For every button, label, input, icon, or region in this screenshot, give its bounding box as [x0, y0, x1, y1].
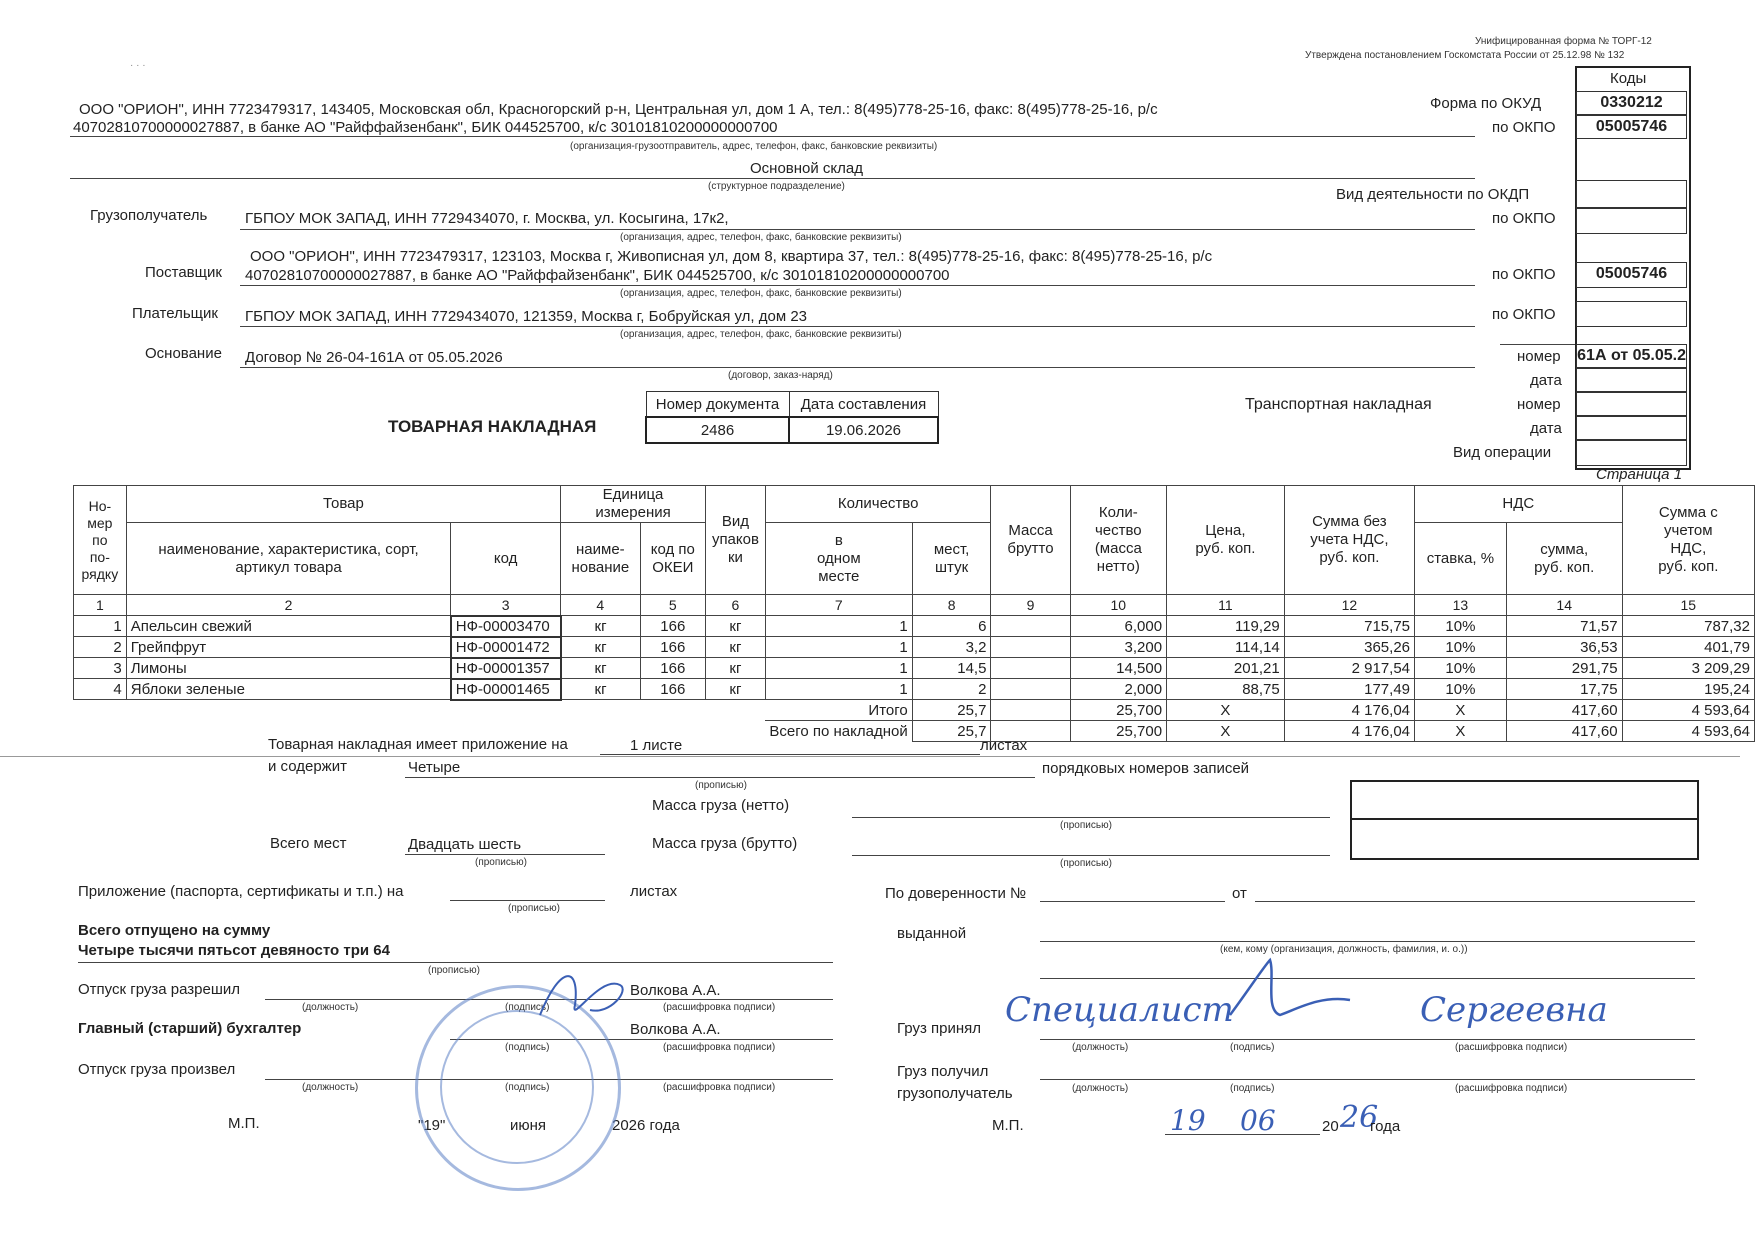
released-value: Четыре тысячи пятьсот девяносто три 64: [78, 942, 390, 959]
basis-date-code: [1576, 368, 1687, 392]
vsego-net: 25,700: [1070, 721, 1167, 742]
net-label: Масса груза (нетто): [652, 797, 790, 814]
payer-okpo-code: [1576, 301, 1687, 327]
proxy-underline: [1040, 901, 1225, 902]
th-inone: в одном месте: [765, 523, 912, 595]
column-number: 6: [706, 595, 766, 616]
vsego-places: 25,7: [912, 721, 991, 742]
column-number: 15: [1622, 595, 1754, 616]
form-name: Унифицированная форма № ТОРГ-12: [1475, 36, 1652, 47]
transport-number-code: [1576, 392, 1687, 416]
cell-places: 3,2: [912, 637, 991, 658]
division-underline: [70, 178, 1475, 179]
cell-one: 1: [765, 679, 912, 700]
cell-net: 3,200: [1070, 637, 1167, 658]
itogo-row: [74, 700, 1755, 721]
date-month: июня: [510, 1117, 547, 1134]
supplier-label: Поставщик: [145, 264, 222, 281]
allowed-decode-cap: (расшифровка подписи): [663, 1002, 776, 1013]
received-signature: [1225, 955, 1355, 1030]
itogo-sum: 4 176,04: [1284, 700, 1414, 721]
th-code: код: [451, 523, 561, 595]
signature-stroke: [540, 976, 623, 1015]
gross-label: Масса груза (брутто): [652, 835, 798, 852]
th-places: мест, штук: [912, 523, 991, 595]
cell-name: Апельсин свежий: [126, 616, 451, 637]
payer-caption: (организация, адрес, телефон, факс, банковские реквизиты): [620, 329, 902, 340]
shipper-line1: ООО "ОРИОН", ИНН 7723479317, 143405, Московская обл, Красногорский р-н, Центральная ул, дом 1 А, тел.: 8(495)778-25-16, факс: 8(495)778-25-16, р/с: [79, 101, 1158, 118]
consignee-underline: [240, 229, 1475, 230]
doc-title: ТОВАРНАЯ НАКЛАДНАЯ: [388, 417, 597, 436]
received-position-cap: (должность): [1072, 1042, 1129, 1053]
cell-unit: кг: [561, 616, 641, 637]
contains-caption: (прописью): [695, 780, 747, 791]
operation-code: [1576, 440, 1687, 466]
payer-underline: [240, 326, 1475, 327]
vsego-label-text: Всего по накладной: [769, 722, 908, 740]
cell-okei: 166: [640, 679, 705, 700]
th-pack: Вид упаков ки: [706, 486, 766, 595]
released-caption: (прописью): [428, 965, 480, 976]
vsego-rate: X: [1415, 721, 1507, 742]
th-name: наименование, характеристика, сорт, артикул товара: [126, 523, 451, 595]
okpo-code: 05005746: [1576, 115, 1687, 139]
page-number: Страница 1: [1596, 466, 1683, 483]
th-uname: наиме- нование: [561, 523, 641, 595]
app-underline: [600, 754, 980, 755]
gross-caption: (прописью): [1060, 858, 1112, 869]
vsego-price: X: [1167, 721, 1285, 742]
cell-price: 114,14: [1167, 637, 1285, 658]
cell-n: 2: [74, 637, 127, 658]
cell-name: Грейпфрут: [126, 637, 451, 658]
cell-code: НФ-00003470: [451, 616, 561, 637]
cell-gross: [991, 679, 1070, 700]
cell-pack: кг: [706, 658, 766, 679]
date-day: "19": [418, 1117, 446, 1134]
mp-right: М.П.: [992, 1117, 1024, 1134]
basis-side-line: [1500, 344, 1575, 345]
cell-name: Яблоки зеленые: [126, 679, 451, 700]
supplier-underline: [240, 285, 1475, 286]
cell-code: НФ-00001357: [451, 658, 561, 679]
column-number: 13: [1415, 595, 1507, 616]
supplier-okpo-code: 05005746: [1576, 262, 1687, 288]
cell-one: 1: [765, 637, 912, 658]
cell-pack: кг: [706, 616, 766, 637]
doc-num-label: Номер документа: [646, 392, 789, 418]
cell-code: НФ-00001472: [451, 637, 561, 658]
app-value: 1 листе: [630, 737, 683, 754]
transport-date-code: [1576, 416, 1687, 440]
places-underline: [405, 854, 605, 855]
received-underline: [1040, 1039, 1695, 1040]
consignee-okpo-label: по ОКПО: [1492, 210, 1556, 227]
cell-okei: 166: [640, 637, 705, 658]
doc-num: 2486: [646, 417, 789, 443]
accountant-label: Главный (старший) бухгалтер: [78, 1020, 302, 1037]
th-no: Но- мер по по- рядку: [74, 486, 127, 595]
cell-total: 3 209,29: [1622, 658, 1754, 679]
cell-rate: 10%: [1415, 616, 1507, 637]
mass-box-divider: [1350, 818, 1697, 820]
places-value: Двадцать шесть: [408, 836, 522, 853]
cell-sum: 365,26: [1284, 637, 1414, 658]
cr-decode-cap: (расшифровка подписи): [1455, 1083, 1568, 1094]
column-number: 3: [451, 595, 561, 616]
cell-n: 1: [74, 616, 127, 637]
cell-net: 6,000: [1070, 616, 1167, 637]
column-number: 14: [1506, 595, 1622, 616]
signature-allowed: [530, 955, 640, 1035]
okud-label: Форма по ОКУД: [1430, 95, 1542, 112]
proxy-from-underline: [1255, 901, 1695, 902]
received-year-hand: 26: [1340, 1100, 1379, 1135]
column-number: 2: [126, 595, 451, 616]
basis-date-label: дата: [1530, 372, 1562, 389]
cell-code: НФ-00001465: [451, 679, 561, 700]
division-caption: (структурное подразделение): [708, 181, 845, 192]
column-number: 11: [1167, 595, 1285, 616]
basis-label: Основание: [145, 345, 222, 362]
cell-places: 2: [912, 679, 991, 700]
payer-label: Плательщик: [132, 305, 218, 322]
itogo-price: X: [1167, 700, 1285, 721]
issued-underline: [1040, 941, 1695, 942]
table-row: [74, 637, 1755, 658]
cell-total: 195,24: [1622, 679, 1754, 700]
supplier-line1: ООО "ОРИОН", ИНН 7723479317, 123103, Москва г, Живописная ул, дом 8, квартира 37, тел.: 8(495)778-25-16, факс: 8(495)778-25-16, р/с: [250, 248, 1213, 265]
allowed-signature-cap: (подпись): [505, 1002, 550, 1013]
th-unit: Единица измерения: [561, 486, 706, 523]
received-year-prefix: 20: [1322, 1118, 1339, 1135]
th-vat: НДС: [1415, 486, 1623, 523]
basis-number-code: 61А от 05.05.2: [1576, 344, 1687, 368]
places-label: Всего мест: [270, 835, 347, 852]
cell-vat: 36,53: [1506, 637, 1622, 658]
itogo-vat: 417,60: [1506, 700, 1622, 721]
gross-underline: [852, 855, 1330, 856]
cell-rate: 10%: [1415, 679, 1507, 700]
table-row: [74, 616, 1755, 637]
okpo-label: по ОКПО: [1492, 119, 1556, 136]
received-label: Груз принял: [897, 1020, 982, 1037]
cell-sum: 177,49: [1284, 679, 1414, 700]
itogo-label: Итого: [765, 700, 912, 721]
released-label: Всего отпущено на сумму: [78, 922, 271, 939]
th-okei: код по ОКЕИ: [640, 523, 705, 595]
supplier-line2: 40702810700000027887, в банке АО "Райффайзенбанк", БИК 044525700, к/с 30101810200000000700: [245, 267, 950, 284]
cell-pack: кг: [706, 679, 766, 700]
consignee-okpo-code: [1576, 208, 1687, 234]
cell-unit: кг: [561, 658, 641, 679]
produced-signature-cap: (подпись): [505, 1082, 550, 1093]
cell-pack: кг: [706, 637, 766, 658]
contains-value: Четыре: [408, 759, 461, 776]
th-sum: Сумма без учета НДС, руб. коп.: [1284, 486, 1414, 595]
produced-position-cap: (должность): [302, 1082, 359, 1093]
division-value: Основной склад: [750, 160, 864, 177]
okdp-code: [1576, 180, 1687, 208]
app-label: Товарная накладная имеет приложение на: [268, 736, 568, 753]
th-rate: ставка, %: [1415, 523, 1507, 595]
transport-date-label: дата: [1530, 420, 1562, 437]
consignee-received-label2: грузополучатель: [897, 1085, 1013, 1102]
vsego-sum: 4 176,04: [1284, 721, 1414, 742]
itogo-rate: X: [1415, 700, 1507, 721]
tear-line: [0, 756, 1740, 757]
received-decode-cap: (расшифровка подписи): [1455, 1042, 1568, 1053]
shipper-underline: [70, 136, 1475, 137]
th-goods: Товар: [126, 486, 560, 523]
attach-underline: [450, 900, 605, 901]
cell-places: 6: [912, 616, 991, 637]
scan-marks: · · ·: [130, 60, 146, 71]
contains-underline: [405, 777, 1035, 778]
cell-sum: 2 917,54: [1284, 658, 1414, 679]
accountant-signature-cap: (подпись): [505, 1042, 550, 1053]
column-numbers-row: [74, 595, 1755, 616]
app-after: листах: [980, 737, 1028, 754]
column-number: 4: [561, 595, 641, 616]
received-signature-stroke: [1230, 960, 1350, 1015]
itogo-gross: [991, 700, 1070, 721]
cell-net: 14,500: [1070, 658, 1167, 679]
cr-signature-cap: (подпись): [1230, 1083, 1275, 1094]
issued-caption: (кем, кому (организация, должность, фамилия, и. о.)): [1220, 944, 1468, 955]
transport-nomer-label: номер: [1517, 396, 1561, 413]
mp-left: М.П.: [228, 1115, 260, 1132]
operation-label: Вид операции: [1453, 444, 1552, 461]
basis-caption: (договор, заказ-наряд): [728, 370, 833, 381]
basis-value: Договор № 26-04-161А от 05.05.2026: [245, 349, 503, 366]
cell-name: Лимоны: [126, 658, 451, 679]
produced-decode-cap: (расшифровка подписи): [663, 1082, 776, 1093]
consignee-value: ГБПОУ МОК ЗАПАД, ИНН 7729434070, г. Москва, ул. Косыгина, 17к2,: [245, 210, 729, 227]
vsego-label: [765, 721, 912, 742]
th-net: Коли- чество (масса нетто): [1070, 486, 1167, 595]
consignee-label: Грузополучатель: [90, 207, 208, 224]
cell-gross: [991, 616, 1070, 637]
accountant-decode-cap: (расшифровка подписи): [663, 1042, 776, 1053]
column-number: 10: [1070, 595, 1167, 616]
issued-underline-2: [1040, 978, 1695, 979]
column-number: 7: [765, 595, 912, 616]
places-caption: (прописью): [475, 857, 527, 868]
cell-n: 3: [74, 658, 127, 679]
received-year-suffix: года: [1370, 1118, 1401, 1135]
cell-unit: кг: [561, 637, 641, 658]
cell-gross: [991, 658, 1070, 679]
cell-total: 401,79: [1622, 637, 1754, 658]
accountant-name: Волкова А.А.: [630, 1021, 721, 1038]
net-caption: (прописью): [1060, 820, 1112, 831]
cell-sum: 715,75: [1284, 616, 1414, 637]
th-qty: Количество: [765, 486, 991, 523]
mass-box: [1350, 780, 1699, 860]
attach-label: Приложение (паспорта, сертификаты и т.п.) на: [78, 883, 404, 900]
allowed-label: Отпуск груза разрешил: [78, 981, 240, 998]
table-row: [74, 658, 1755, 679]
cell-gross: [991, 637, 1070, 658]
transport-label: Транспортная накладная: [1245, 396, 1432, 413]
proxy-label: По доверенности №: [885, 885, 1027, 902]
shipper-line2: 40702810700000027887, в банке АО "Райффайзенбанк", БИК 044525700, к/с 30101810200000000700: [73, 119, 778, 136]
produced-label: Отпуск груза произвел: [78, 1061, 236, 1078]
th-price: Цена, руб. коп.: [1167, 486, 1285, 595]
payer-okpo-label: по ОКПО: [1492, 306, 1556, 323]
received-signature-cap: (подпись): [1230, 1042, 1275, 1053]
th-vatsum: сумма, руб. коп.: [1506, 523, 1622, 595]
codes-label: Коды: [1610, 70, 1647, 87]
th-gross: Масса брутто: [991, 486, 1070, 595]
cell-rate: 10%: [1415, 637, 1507, 658]
shipper-caption: (организация-грузоотправитель, адрес, телефон, факс, банковские реквизиты): [570, 141, 938, 152]
itogo-total: 4 593,64: [1622, 700, 1754, 721]
supplier-caption: (организация, адрес, телефон, факс, банковские реквизиты): [620, 288, 902, 299]
supplier-okpo-label: по ОКПО: [1492, 266, 1556, 283]
cell-price: 119,29: [1167, 616, 1285, 637]
received-date-day: 19: [1170, 1104, 1206, 1137]
column-number: 9: [991, 595, 1070, 616]
goods-table: [73, 485, 1755, 742]
itogo-places: 25,7: [912, 700, 991, 721]
cell-net: 2,000: [1070, 679, 1167, 700]
received-date-month: 06: [1240, 1104, 1276, 1137]
cell-vat: 17,75: [1506, 679, 1622, 700]
cell-vat: 291,75: [1506, 658, 1622, 679]
consignee-received-label1: Груз получил: [897, 1063, 989, 1080]
cell-total: 787,32: [1622, 616, 1754, 637]
cell-unit: кг: [561, 679, 641, 700]
attach-after: листах: [630, 883, 678, 900]
received-name-handwritten: Сергеевна: [1420, 990, 1608, 1030]
proxy-from: от: [1232, 885, 1247, 902]
doc-date-label: Дата составления: [789, 392, 938, 418]
approval-note: Утверждена постановлением Госкомстата России от 25.12.98 № 132: [1305, 50, 1625, 61]
cell-okei: 166: [640, 658, 705, 679]
allowed-position-cap: (должность): [302, 1002, 359, 1013]
cell-one: 1: [765, 658, 912, 679]
cr-position-cap: (должность): [1072, 1083, 1129, 1094]
doc-number-box: [645, 391, 939, 444]
cell-okei: 166: [640, 616, 705, 637]
date-year: 2026 года: [612, 1117, 680, 1134]
doc-date: 19.06.2026: [789, 417, 938, 443]
basis-nomer-label: номер: [1517, 348, 1561, 365]
okdp-label: Вид деятельности по ОКДП: [1336, 186, 1530, 203]
cell-price: 88,75: [1167, 679, 1285, 700]
cell-rate: 10%: [1415, 658, 1507, 679]
contains-after: порядковых номеров записей: [1042, 760, 1250, 777]
consignee-caption: (организация, адрес, телефон, факс, банковские реквизиты): [620, 232, 902, 243]
received-position-handwritten: Специалист: [1005, 990, 1234, 1030]
cell-vat: 71,57: [1506, 616, 1622, 637]
itogo-net: 25,700: [1070, 700, 1167, 721]
column-number: 12: [1284, 595, 1414, 616]
contains-label: и содержит: [268, 758, 347, 775]
cell-n: 4: [74, 679, 127, 700]
attach-caption: (прописью): [508, 903, 560, 914]
table-row: [74, 679, 1755, 700]
consignee-received-underline: [1040, 1079, 1695, 1080]
th-total: Сумма с учетом НДС, руб. коп.: [1622, 486, 1754, 595]
issued-label: выданной: [897, 925, 967, 942]
vsego-total: 4 593,64: [1622, 721, 1754, 742]
released-underline: [78, 962, 833, 963]
cell-one: 1: [765, 616, 912, 637]
payer-value: ГБПОУ МОК ЗАПАД, ИНН 7729434070, 121359, Москва г, Бобруйская ул, дом 23: [245, 308, 808, 325]
net-underline: [852, 817, 1330, 818]
cell-places: 14,5: [912, 658, 991, 679]
allowed-name: Волкова А.А.: [630, 982, 721, 999]
column-number: 5: [640, 595, 705, 616]
basis-underline: [240, 367, 1475, 368]
column-number: 1: [74, 595, 127, 616]
cell-price: 201,21: [1167, 658, 1285, 679]
vsego-vat: 417,60: [1506, 721, 1622, 742]
column-number: 8: [912, 595, 991, 616]
okud-code: 0330212: [1576, 91, 1687, 115]
